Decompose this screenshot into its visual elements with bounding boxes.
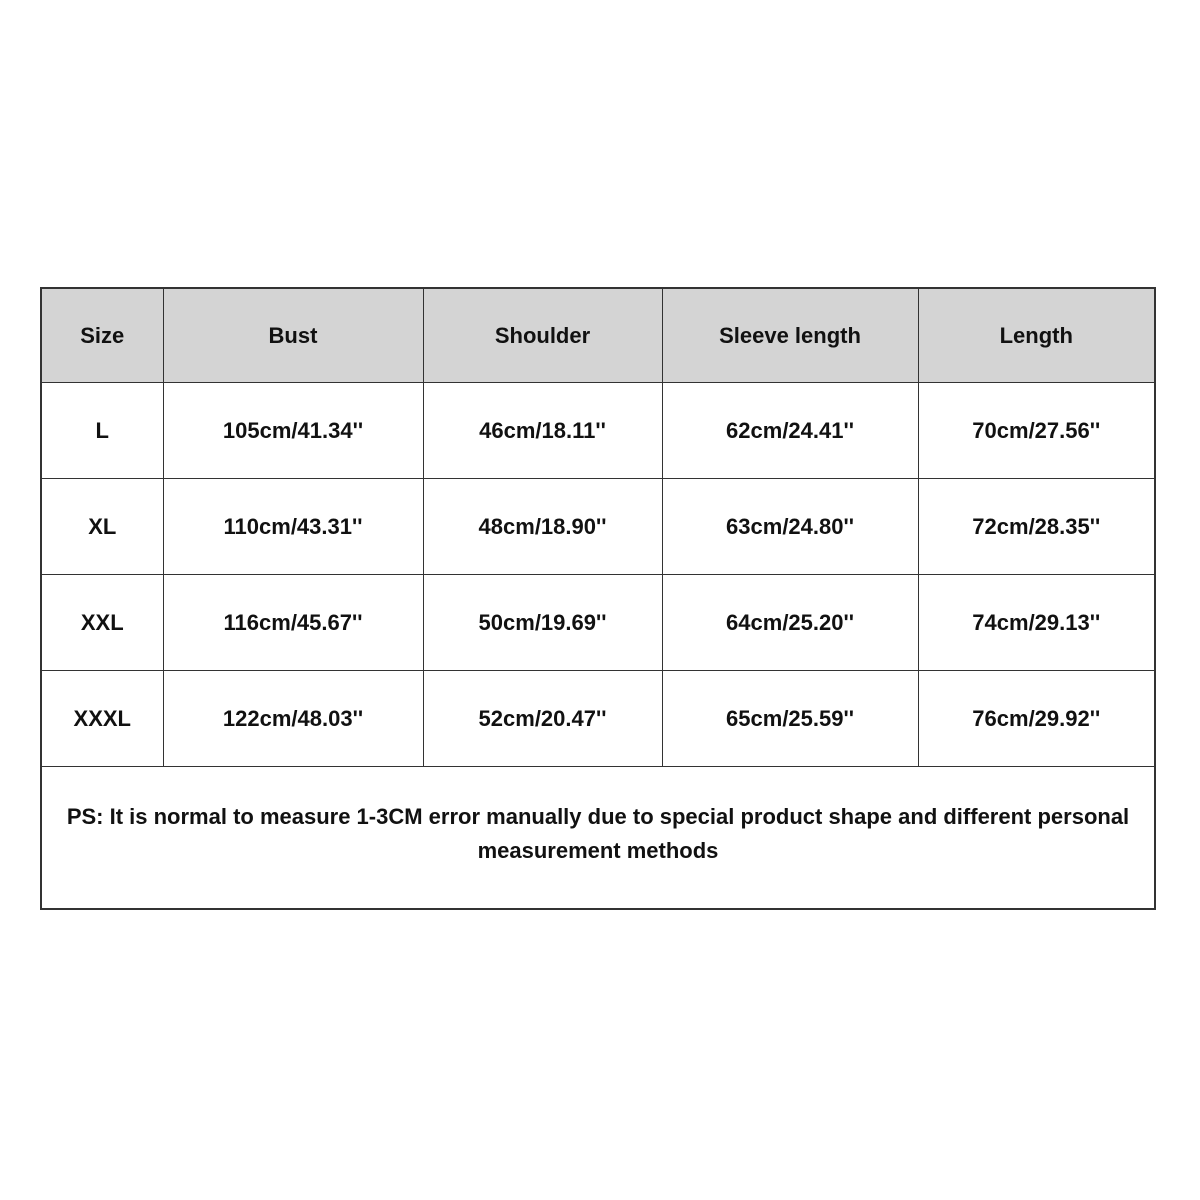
header-bust: Bust xyxy=(163,289,423,383)
size-table xyxy=(42,289,1154,767)
header-sleeve-length: Sleeve length xyxy=(662,289,918,383)
cell-bust: 122cm/48.03'' xyxy=(163,671,423,767)
cell-shoulder: 50cm/19.69'' xyxy=(423,575,662,671)
table-row xyxy=(42,479,1154,575)
cell-shoulder: 46cm/18.11'' xyxy=(423,383,662,479)
cell-bust: 110cm/43.31'' xyxy=(163,479,423,575)
cell-sleeve-length: 65cm/25.59'' xyxy=(662,671,918,767)
header-length: Length xyxy=(918,289,1154,383)
cell-size: L xyxy=(42,383,163,479)
cell-length: 74cm/29.13'' xyxy=(918,575,1154,671)
header-shoulder: Shoulder xyxy=(423,289,662,383)
cell-length: 76cm/29.92'' xyxy=(918,671,1154,767)
cell-size: XXXL xyxy=(42,671,163,767)
cell-bust: 116cm/45.67'' xyxy=(163,575,423,671)
cell-length: 72cm/28.35'' xyxy=(918,479,1154,575)
cell-size: XXL xyxy=(42,575,163,671)
measurement-note: PS: It is normal to measure 1-3CM error manually due to special product shape and different personal measurement methods xyxy=(66,803,1130,863)
cell-shoulder: 52cm/20.47'' xyxy=(423,671,662,767)
cell-length: 70cm/27.56'' xyxy=(918,383,1154,479)
cell-sleeve-length: 62cm/24.41'' xyxy=(662,383,918,479)
table-row xyxy=(42,671,1154,767)
header-size: Size xyxy=(42,289,163,383)
table-header-row xyxy=(42,289,1154,383)
table-row xyxy=(42,575,1154,671)
table-row xyxy=(42,383,1154,479)
cell-sleeve-length: 63cm/24.80'' xyxy=(662,479,918,575)
cell-bust: 105cm/41.34'' xyxy=(163,383,423,479)
cell-sleeve-length: 64cm/25.20'' xyxy=(662,575,918,671)
size-chart xyxy=(40,287,1156,910)
cell-shoulder: 48cm/18.90'' xyxy=(423,479,662,575)
cell-size: XL xyxy=(42,479,163,575)
